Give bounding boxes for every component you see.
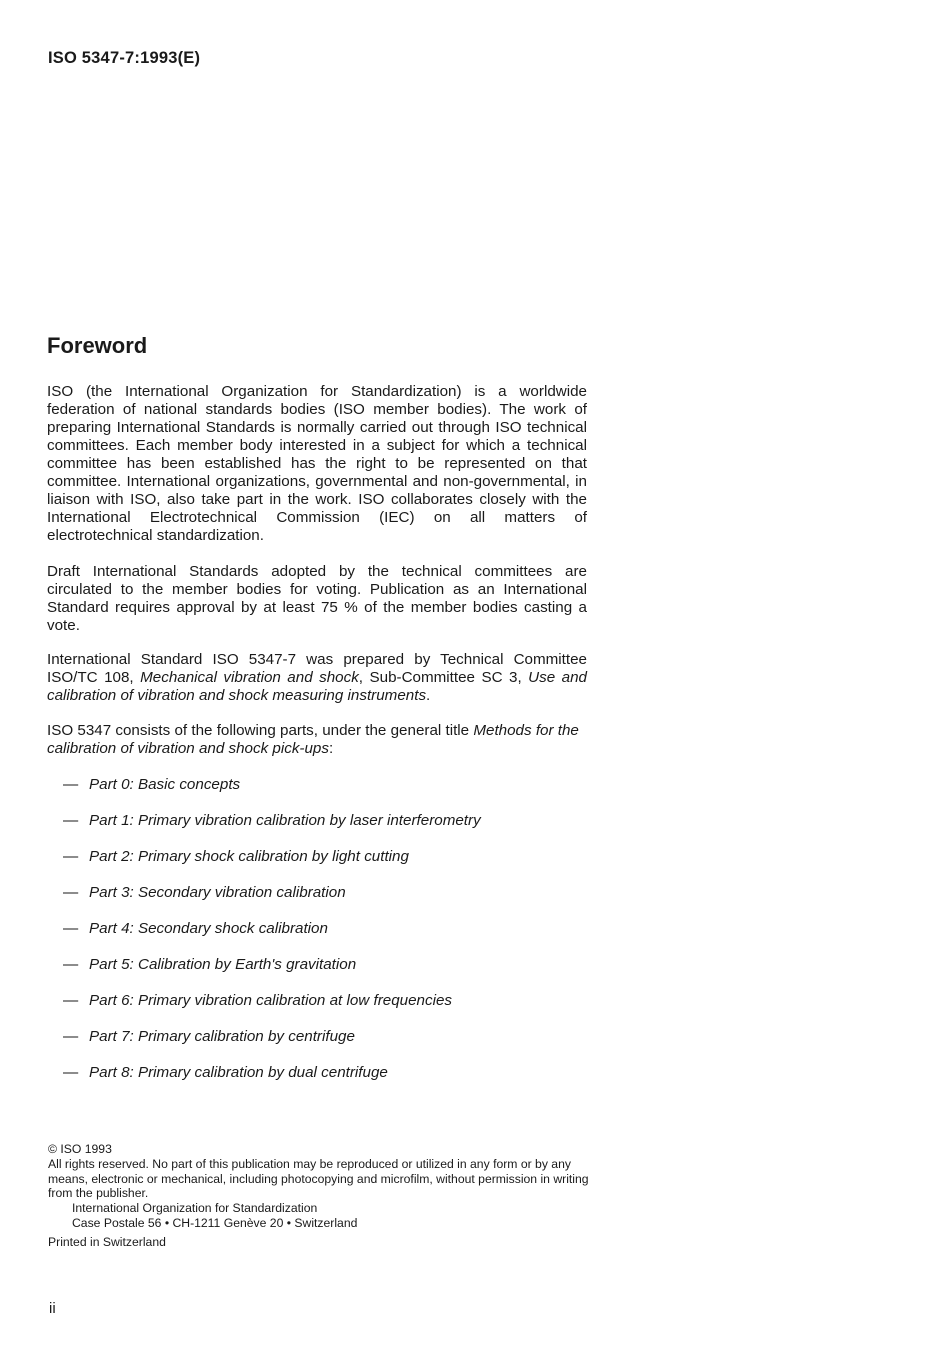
list-item bbox=[63, 991, 481, 1027]
foreword-paragraph-2: Draft International Standards adopted by the technical committees are circulated to the member bodies for voting. Publication as an International Standard requires approval by at least 75 % of the member bodies casting a vote. bbox=[47, 563, 587, 634]
part-number: Part 0: bbox=[89, 776, 134, 793]
foreword-paragraph-3 bbox=[47, 651, 587, 705]
foreword-paragraph-4 bbox=[47, 722, 587, 758]
part-title: Primary vibration calibration at low frequencies bbox=[137, 992, 452, 1009]
page-number: ii bbox=[49, 1300, 56, 1317]
part-number: Part 6: bbox=[89, 992, 134, 1009]
list-item bbox=[63, 775, 481, 811]
part-number: Part 4: bbox=[89, 920, 134, 937]
list-item bbox=[63, 1063, 481, 1099]
list-item bbox=[63, 883, 481, 919]
publisher-address: Case Postale 56 • CH-1211 Genève 20 • Switzerland bbox=[72, 1215, 358, 1230]
list-dash: — bbox=[63, 1028, 79, 1045]
part-number: Part 1: bbox=[89, 812, 134, 829]
part-number: Part 3: bbox=[89, 884, 134, 901]
paragraph-text: International Standard ISO 5347-7 was prepared by Technical Committee ISO/TC 108, bbox=[47, 651, 587, 686]
part-title: Secondary shock calibration bbox=[137, 920, 328, 937]
part-title: Primary calibration by centrifuge bbox=[137, 1028, 355, 1045]
part-number: Part 8: bbox=[89, 1064, 134, 1081]
list-item bbox=[63, 955, 481, 991]
paragraph-text: , Sub-Committee SC 3, bbox=[358, 669, 529, 686]
part-number: Part 2: bbox=[89, 848, 134, 865]
general-title: Methods for the calibration of vibration and shock pick-ups bbox=[47, 722, 579, 757]
document-identifier: ISO 5347-7:1993(E) bbox=[48, 49, 201, 67]
list-item bbox=[63, 811, 481, 847]
part-title: Primary calibration by dual centrifuge bbox=[137, 1064, 388, 1081]
list-item bbox=[63, 1027, 481, 1063]
list-dash: — bbox=[63, 776, 79, 793]
copyright-line: © ISO 1993 bbox=[48, 1142, 112, 1156]
part-title: Calibration by Earth's gravitation bbox=[137, 956, 357, 973]
part-title: Secondary vibration calibration bbox=[137, 884, 346, 901]
list-dash: — bbox=[63, 920, 79, 937]
paragraph-text: ISO 5347 consists of the following parts, under the general title bbox=[47, 722, 474, 739]
foreword-heading: Foreword bbox=[47, 333, 148, 358]
list-item bbox=[63, 919, 481, 955]
subcommittee-title: Use and calibration of vibration and shock measuring instruments bbox=[47, 669, 587, 704]
list-item bbox=[63, 847, 481, 883]
list-dash: — bbox=[63, 1064, 79, 1081]
foreword-paragraph-1: ISO (the International Organization for Standardization) is a worldwide federation of national standards bodies (ISO member bodies). The work of preparing International Standards is normally carried out through ISO technical committees. Each member body interested in a subject for which a technical committee has been established has the right to be represented on that committee. International organizations, governmental and non-governmental, in liaison with ISO, also take part in the work. ISO collaborates closely with the International Electrotechnical Commission (IEC) on all matters of electrotechnical standardization. bbox=[47, 383, 587, 544]
copyright-block bbox=[48, 1142, 593, 1250]
part-title: Primary shock calibration by light cutting bbox=[137, 848, 409, 865]
part-title: Basic concepts bbox=[137, 776, 241, 793]
committee-title: Mechanical vibration and shock bbox=[140, 669, 359, 686]
printed-in: Printed in Switzerland bbox=[48, 1234, 166, 1249]
list-dash: — bbox=[63, 956, 79, 973]
list-dash: — bbox=[63, 884, 79, 901]
part-number: Part 7: bbox=[89, 1028, 134, 1045]
publisher-name: International Organization for Standardization bbox=[72, 1201, 318, 1216]
copyright-notice: All rights reserved. No part of this publication may be reproduced or utilized in any form or by any means, electronic or mechanical, including photocopying and microfilm, without permission in writing from the publisher. bbox=[48, 1156, 589, 1201]
paragraph-text: . bbox=[426, 687, 431, 704]
part-title: Primary vibration calibration by laser interferometry bbox=[137, 812, 481, 829]
list-dash: — bbox=[63, 812, 79, 829]
list-dash: — bbox=[63, 992, 79, 1009]
parts-list bbox=[63, 775, 481, 1099]
paragraph-text: : bbox=[328, 740, 334, 757]
list-dash: — bbox=[63, 848, 79, 865]
part-number: Part 5: bbox=[89, 956, 134, 973]
